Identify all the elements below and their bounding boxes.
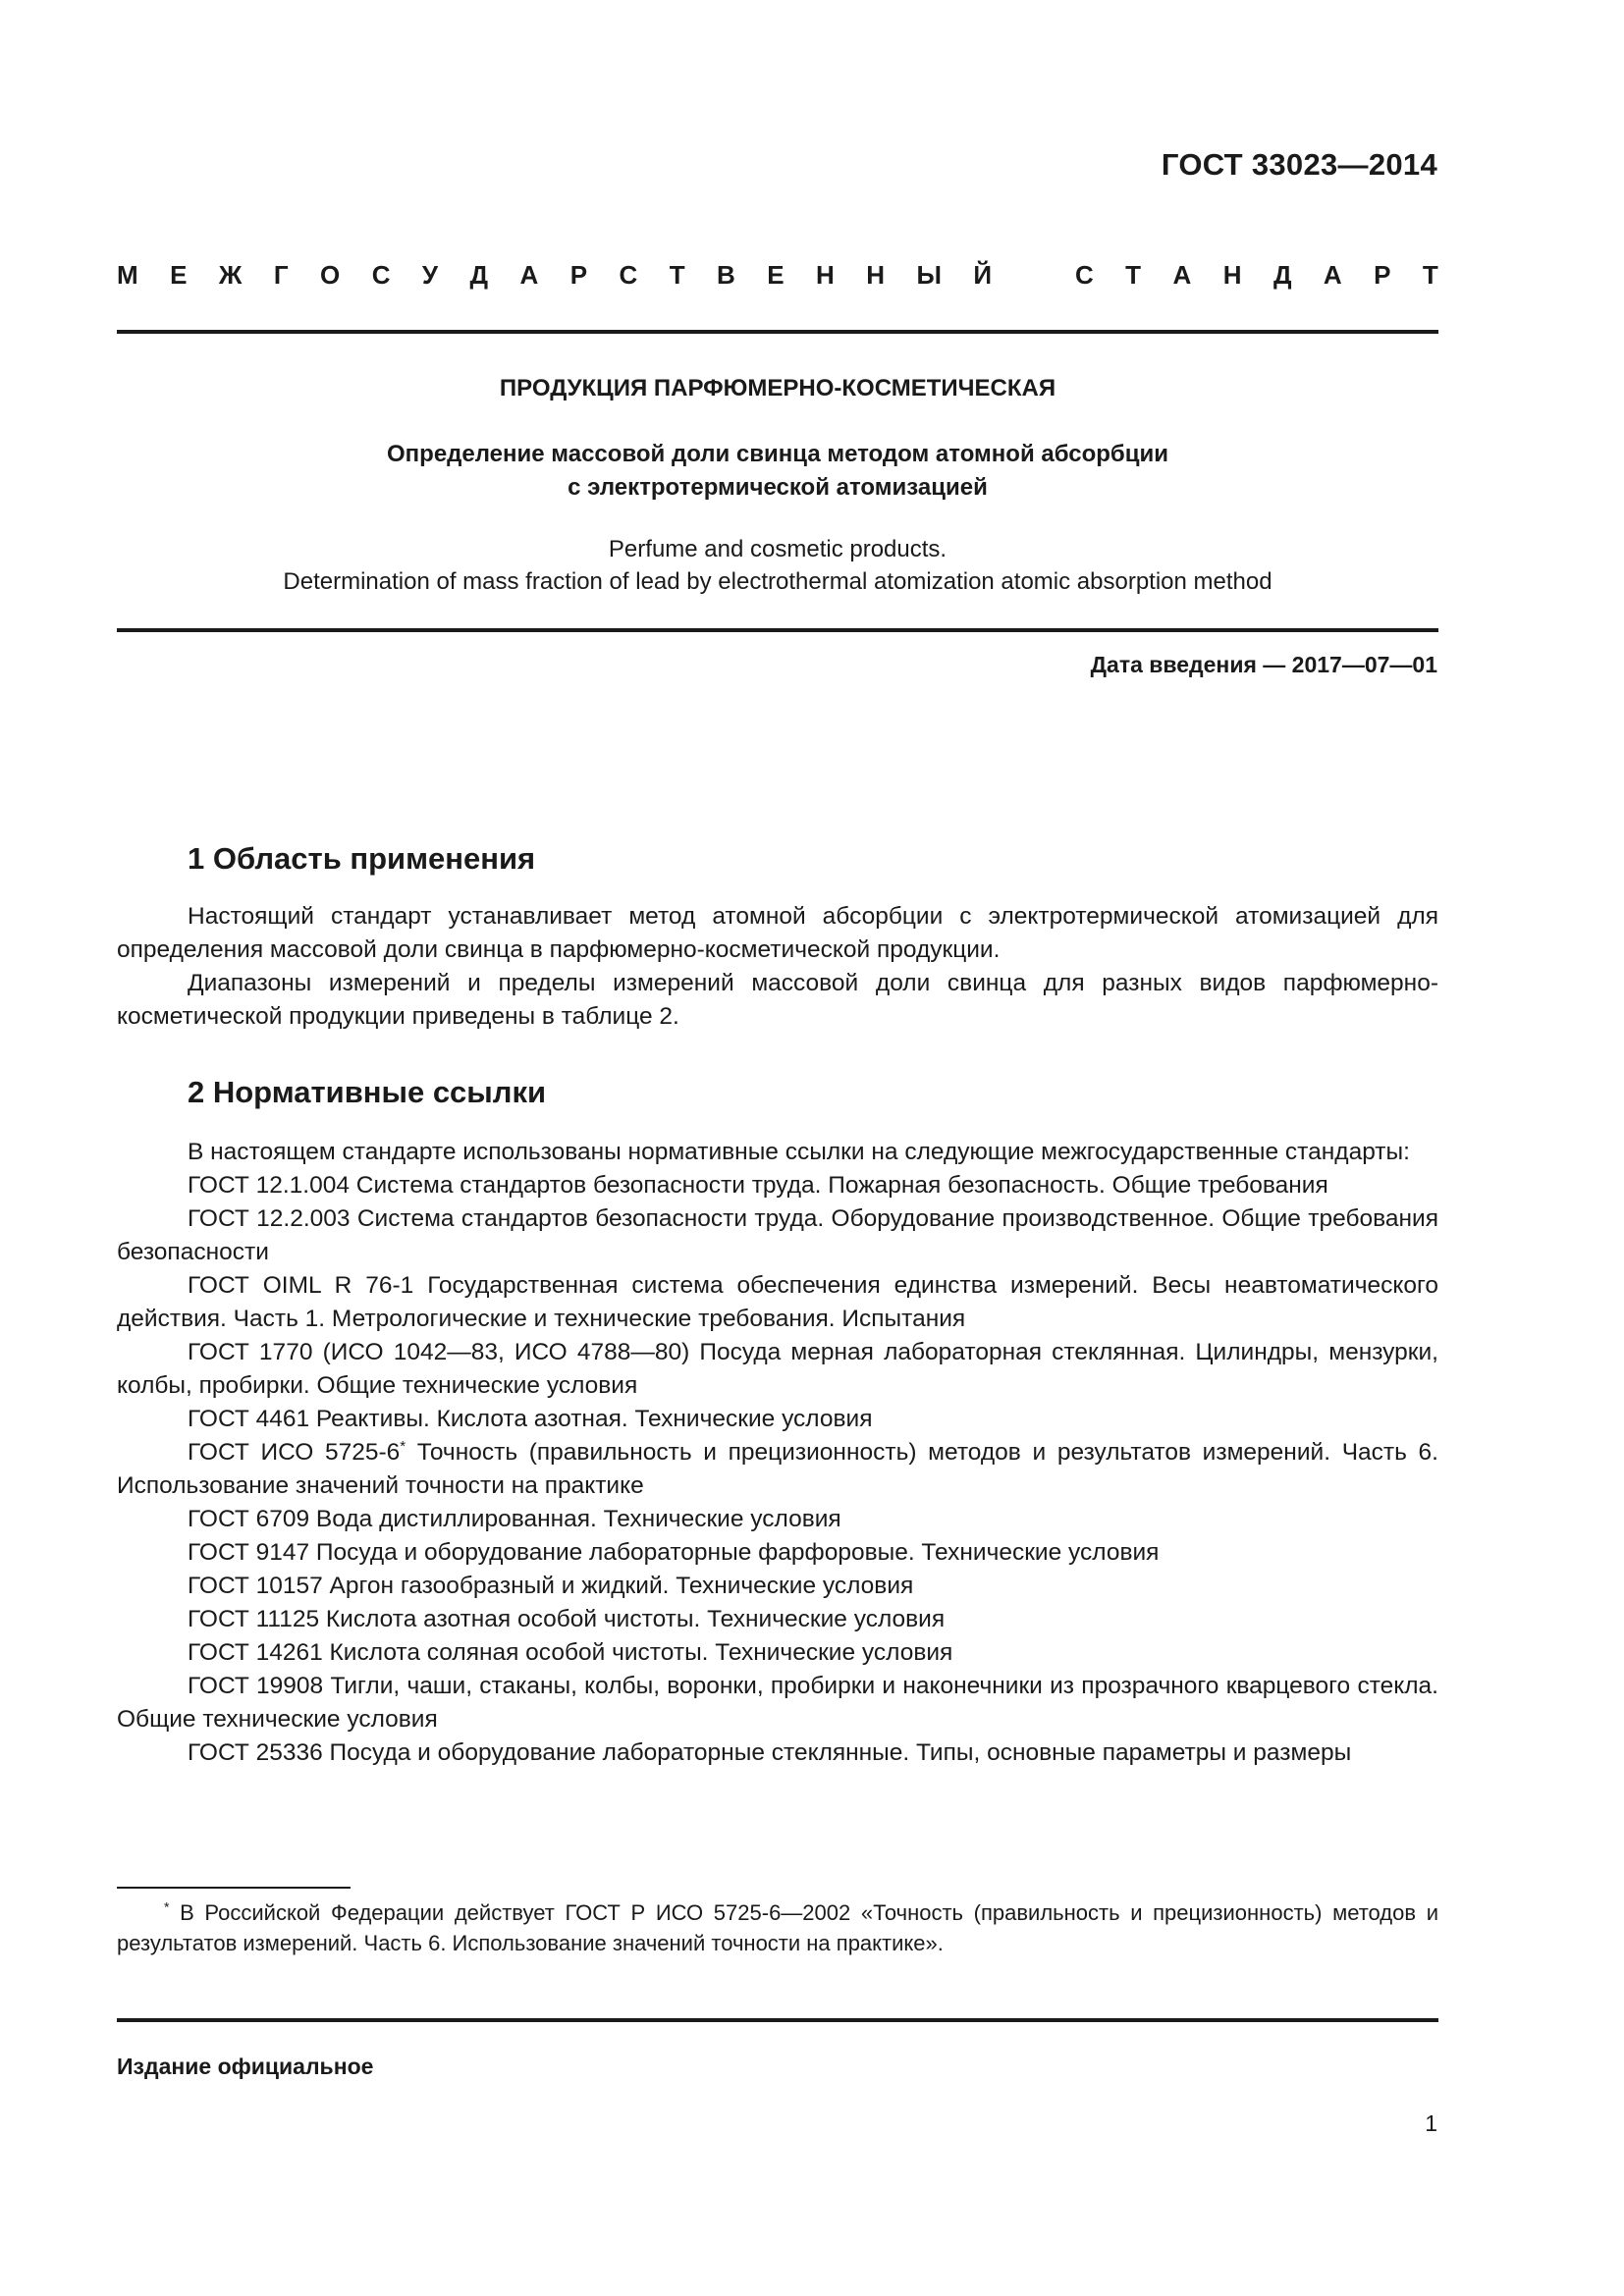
banner-letter: В <box>717 260 735 290</box>
banner-letter: С <box>619 260 638 290</box>
reference-item: ГОСТ 12.2.003 Система стандартов безопасности труда. Оборудование производственное. Общие требования безопасности <box>117 1205 1438 1265</box>
reference-item: ГОСТ 11125 Кислота азотная особой чистоты. Технические условия <box>188 1606 946 1632</box>
reference-code: ГОСТ ИСО 5725-6 <box>188 1439 401 1466</box>
footnote-separator <box>117 1887 351 1889</box>
banner-letter: Р <box>1374 260 1391 290</box>
banner-letter: О <box>320 260 341 290</box>
banner-letter: Т <box>669 260 685 290</box>
reference-item: ГОСТ 4461 Реактивы. Кислота азотная. Технические условия <box>188 1406 873 1432</box>
edition-label: Издание официальное <box>117 2054 374 2079</box>
banner-letter: У <box>421 260 439 290</box>
reference-item: ГОСТ OIML R 76-1 Государственная система обеспечения единства измерений. Весы неавтоматического действия. Часть 1. Метрологические и технические требования. Испытания <box>117 1272 1438 1332</box>
paragraph: В настоящем стандарте использованы нормативные ссылки на следующие межгосударственные стандарты: <box>188 1139 1410 1165</box>
banner-letter: Е <box>767 260 785 290</box>
english-title <box>117 533 1438 598</box>
section-2-body <box>117 1136 1438 1770</box>
banner-letter: Н <box>1222 260 1242 290</box>
english-title-line: Determination of mass fraction of lead by electrothermal atomization atomic absorption method <box>283 568 1272 595</box>
banner-letter: Р <box>569 260 588 290</box>
banner-letter: С <box>1074 260 1094 290</box>
page-number: 1 <box>1425 2110 1437 2136</box>
footer-divider <box>117 2018 1438 2022</box>
reference-item: ГОСТ 9147 Посуда и оборудование лабораторные фарфоровые. Технические условия <box>188 1539 1160 1566</box>
banner-letter: Г <box>273 260 289 290</box>
reference-item: ГОСТ 10157 Аргон газообразный и жидкий. Технические условия <box>188 1573 914 1599</box>
section-1-body <box>117 900 1438 1034</box>
banner-letter: А <box>1323 260 1342 290</box>
gost-code: ГОСТ 33023—2014 <box>1161 147 1437 182</box>
document-subtitle <box>117 438 1438 505</box>
reference-item: ГОСТ 25336 Посуда и оборудование лабораторные стеклянные. Типы, основные параметры и размеры <box>188 1739 1352 1766</box>
footnote-text: В Российской Федерации действует ГОСТ Р ИСО 5725-6—2002 «Точность (правильность и прецизионность) методов и результатов измерений. Часть 6. Использование значений точности на практике». <box>117 1900 1438 1955</box>
reference-item: ГОСТ 19908 Тигли, чаши, стаканы, колбы, воронки, пробирки и наконечники из прозрачного кварцевого стекла. Общие технические условия <box>117 1673 1438 1733</box>
paragraph: Настоящий стандарт устанавливает метод атомной абсорбции с электротермической атомизацией для определения массовой доли свинца в парфюмерно-косметической продукции. <box>117 903 1438 963</box>
subtitle-line: с электротермической атомизацией <box>568 474 988 501</box>
banner-word-gap <box>1024 260 1044 291</box>
reference-item: ГОСТ 1770 (ИСО 1042—83, ИСО 4788—80) Посуда мерная лабораторная стеклянная. Цилиндры, мензурки, колбы, пробирки. Общие технические условия <box>117 1339 1438 1399</box>
subtitle-line: Определение массовой доли свинца методом атомной абсорбции <box>387 441 1168 467</box>
paragraph: Диапазоны измерений и пределы измерений массовой доли свинца для разных видов парфюмерно-косметической продукции приведены в таблице 2. <box>117 970 1438 1030</box>
header-divider <box>117 330 1438 334</box>
banner-letter: А <box>519 260 539 290</box>
footnote-marker: * <box>164 1898 170 1915</box>
introduction-date: Дата введения — 2017—07—01 <box>1090 652 1437 677</box>
banner-letter: Е <box>170 260 188 290</box>
banner-letter: Д <box>469 260 489 290</box>
banner-letter: Т <box>1422 260 1438 290</box>
section-1-heading: 1 Область применения <box>188 841 536 876</box>
banner-letter: Й <box>973 260 993 290</box>
reference-item: ГОСТ 14261 Кислота соляная особой чистоты. Технические условия <box>188 1639 953 1666</box>
reference-item: ГОСТ 6709 Вода дистиллированная. Технические условия <box>188 1506 841 1532</box>
banner-letter: А <box>1172 260 1192 290</box>
reference-item <box>117 1436 1438 1503</box>
footnote-marker: * <box>400 1437 406 1455</box>
footnote <box>117 1897 1438 1958</box>
section-2-heading: 2 Нормативные ссылки <box>188 1075 547 1109</box>
banner-letter: Ы <box>916 260 942 290</box>
banner-letter: Н <box>866 260 886 290</box>
banner-letter: Д <box>1272 260 1292 290</box>
banner-letter: Н <box>816 260 835 290</box>
banner-letter: Т <box>1125 260 1142 290</box>
reference-item: ГОСТ 12.1.004 Система стандартов безопасности труда. Пожарная безопасность. Общие требования <box>188 1172 1328 1199</box>
reference-text: Точность (правильность и прецизионность) методов и результатов измерений. Часть 6. Использование значений точности на практике <box>117 1439 1438 1499</box>
interstate-standard-banner <box>117 260 1438 291</box>
document-title: ПРОДУКЦИЯ ПАРФЮМЕРНО-КОСМЕТИЧЕСКАЯ <box>499 375 1056 401</box>
title-divider <box>117 628 1438 632</box>
banner-letter: М <box>117 260 138 290</box>
banner-letter: С <box>371 260 391 290</box>
banner-letter: Ж <box>218 260 243 290</box>
english-title-line: Perfume and cosmetic products. <box>608 536 947 562</box>
